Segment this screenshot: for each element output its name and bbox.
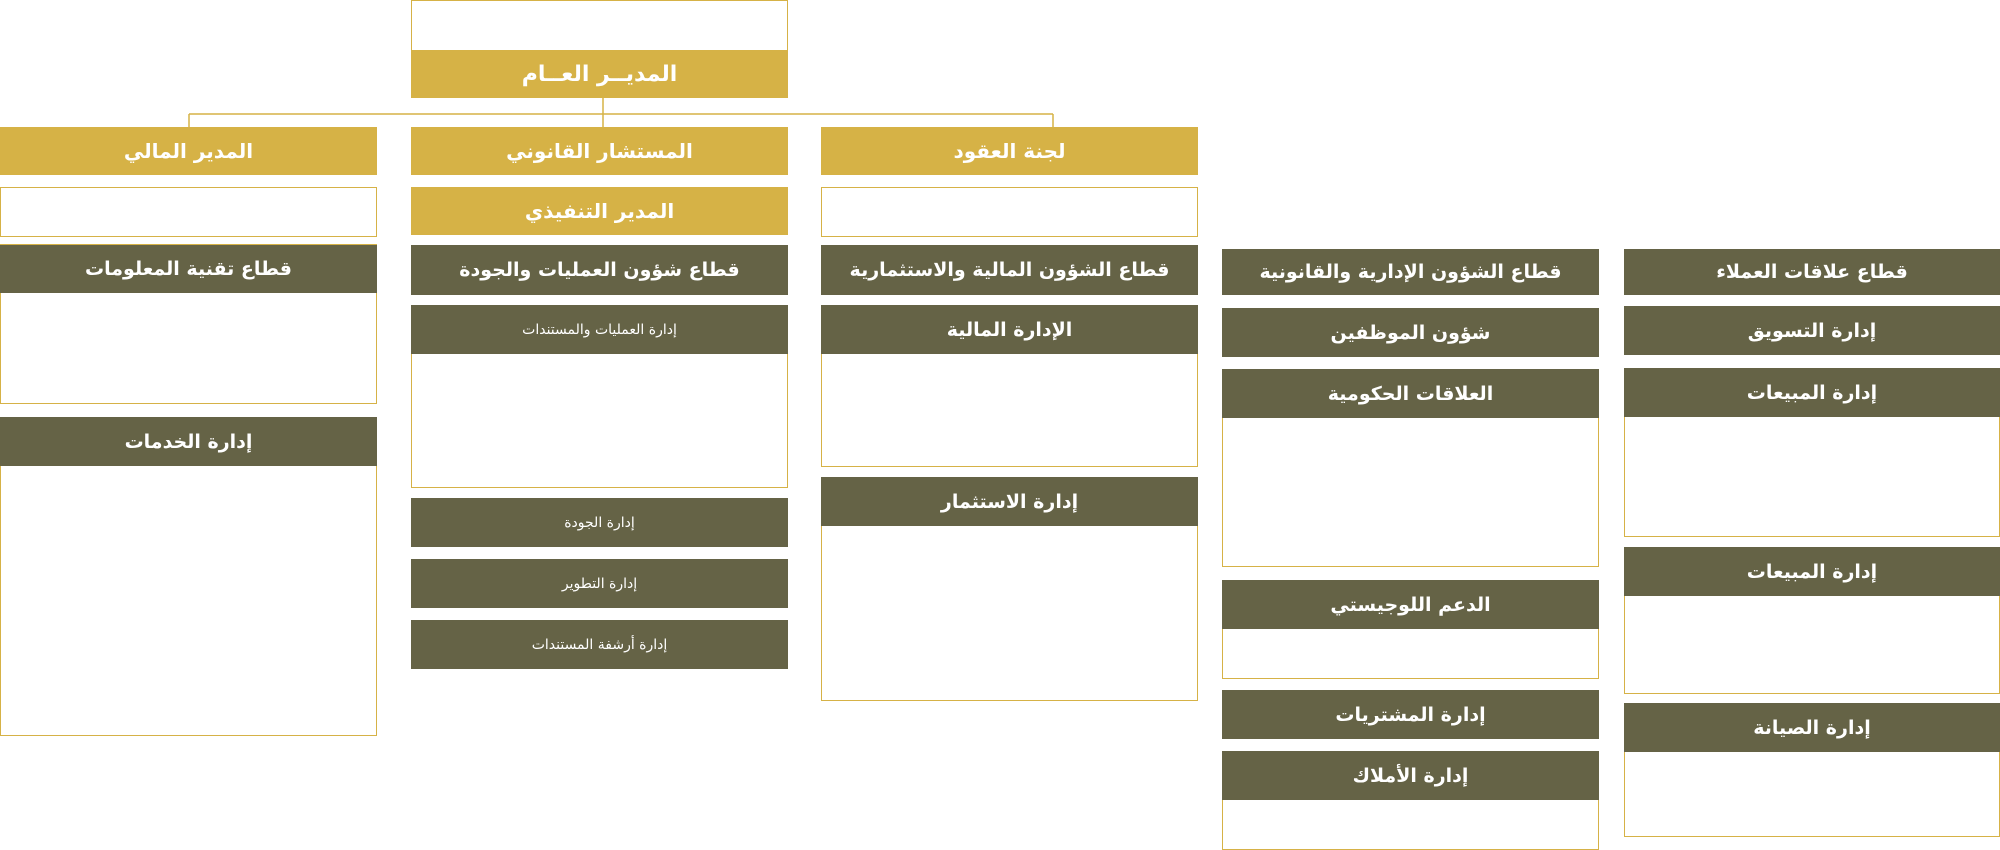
procurement-department: إدارة المشتريات (1222, 690, 1599, 739)
operations-quality-sector-title: قطاع شؤون العمليات والجودة (411, 245, 788, 295)
sales-department-2: إدارة المبيعات (1624, 547, 2000, 596)
admin-legal-sector-title: قطاع الشؤون الإدارية والقانونية (1222, 249, 1599, 295)
properties-department: إدارة الأملاك (1222, 751, 1599, 800)
financial-manager: المدير المالي (0, 127, 377, 175)
marketing-department: إدارة التسويق (1624, 306, 2000, 355)
maintenance-department: إدارة الصيانة (1624, 703, 2000, 752)
financial-manager-empty-box (0, 187, 377, 237)
sales-department-1: إدارة المبيعات (1624, 368, 2000, 417)
finance-investment-sector-title: قطاع الشؤون المالية والاستثمارية (821, 245, 1198, 295)
contracts-committee: لجنة العقود (821, 127, 1198, 175)
investment-department: إدارة الاستثمار (821, 477, 1198, 526)
legal-advisor: المستشار القانوني (411, 127, 788, 175)
operations-documents-department: إدارة العمليات والمستندات (411, 305, 788, 354)
general-manager: المديــر العــام (411, 50, 788, 98)
services-department: إدارة الخدمات (0, 417, 377, 466)
logistics-support: الدعم اللوجيستي (1222, 580, 1599, 629)
contracts-committee-empty-box (821, 187, 1198, 237)
finance-department: الإدارة المالية (821, 305, 1198, 354)
executive-manager: المدير التنفيذي (411, 187, 788, 235)
it-sector-title: قطاع تقنية المعلومات (0, 245, 377, 293)
archive-department: إدارة أرشفة المستندات (411, 620, 788, 669)
development-department: إدارة التطوير (411, 559, 788, 608)
quality-department: إدارة الجودة (411, 498, 788, 547)
employees-affairs: شؤون الموظفين (1222, 308, 1599, 357)
government-relations: العلاقات الحكومية (1222, 369, 1599, 418)
customer-relations-sector-title: قطاع علاقات العملاء (1624, 249, 2000, 295)
